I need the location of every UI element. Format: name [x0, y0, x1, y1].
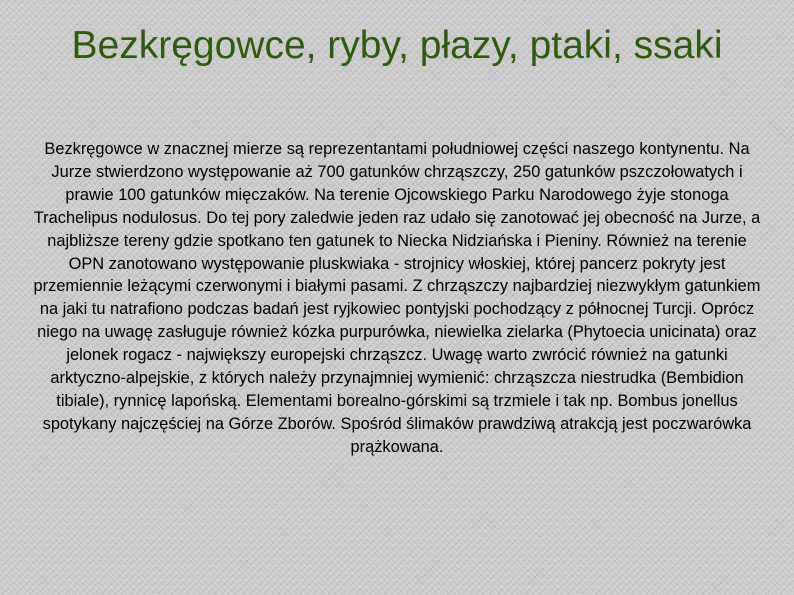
slide-title: Bezkręgowce, ryby, płazy, ptaki, ssaki	[71, 24, 723, 67]
slide-body-text: Bezkręgowce w znacznej mierze są reprezentantami południowej części naszego kontynentu. Na Jurze stwierdzono występowanie aż 700 gatunków chrząszczy, 250 gatunków pszczołowatych i prawie 100 gatunków mięczaków. Na terenie Ojcowskiego Parku Narodowego żyje stonoga Trachelipus nodulosus. Do tej pory zaledwie jeden raz udało się zanotować jej obecność na Jurze, a najbliższe tereny gdzie spotkano ten gatunek to Niecka Nidziańska i Pieniny. Również na terenie OPN zanotowano występowanie pluskwiaka - strojnicy włoskiej, której pancerz pokryty jest przemiennie leżącymi czerwonymi i białymi pasami. Z chrząszczy najbardziej niezwykłym gatunkiem na jaki tu natrafiono podczas badań jest ryjkowiec pontyjski pochodzący z północnej Turcji. Oprócz niego na uwagę zasługuje również kózka purpurówka, niewielka zielarka (Phytoecia unicinata) oraz jelonek rogacz - największy europejski chrząszcz. Uwagę warto zwrócić również na gatunki arktyczno-alpejskie, z których należy przynajmniej wymienić: chrząszcza niestrudka (Bembidion tibiale), rynnicę lapońską. Elementami borealno-górskimi są trzmiele i tak np. Bombus jonellus spotykany najczęściej na Górze Zborów. Spośród ślimaków prawdziwą atrakcją jest poczwarówka prążkowana.	[33, 140, 761, 456]
